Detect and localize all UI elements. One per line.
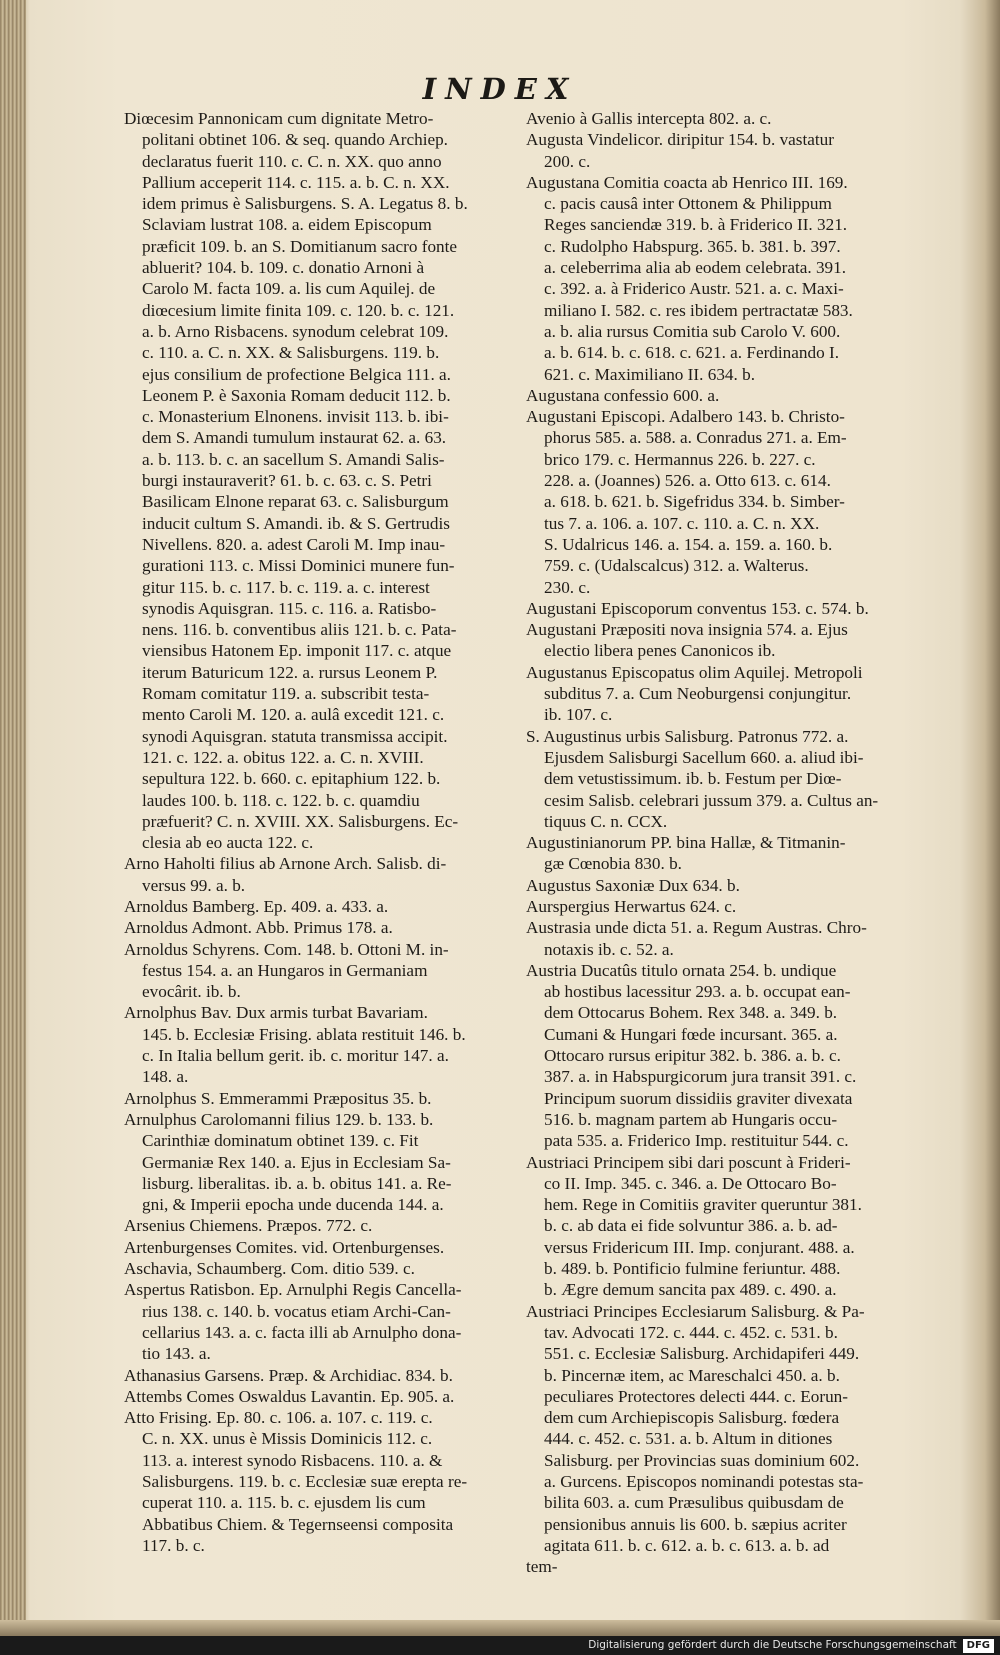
index-line: c. In Italia bellum gerit. ib. c. moritur 147. a. [142,1046,449,1066]
index-line: Arnoldus Bamberg. Ep. 409. a. 433. a. [124,896,389,916]
index-line: iterum Baturicum 122. a. rursus Leonem P. [142,662,438,682]
index-line: Abbatibus Chiem. & Tegernseensi composita [142,1514,454,1534]
index-line: rius 138. c. 140. b. vocatus etiam Archi-Can- [142,1301,451,1321]
index-line: Reges sanciendæ 319. b. à Friderico II. 321. [544,215,848,235]
index-line: Arnolphus Bav. Dux armis turbat Bavariam. [124,1003,428,1023]
index-line: a. b. 113. b. c. an sacellum S. Amandi Salis- [142,449,445,469]
index-line: præfuerit? C. n. XVIII. XX. Salisburgens. Ec- [142,811,459,831]
index-line: lisburg. liberalitas. ib. a. b. obitus 141. a. Re- [142,1173,452,1193]
index-line: 230. c. [544,577,591,597]
index-line: b. 489. b. Pontificio fulmine feriuntur. 488. [544,1259,841,1279]
index-line: dem Ottocarus Bohem. Rex 348. a. 349. b. [544,1003,838,1023]
index-line: S. Augustinus urbis Salisburg. Patronus 772. a. [526,726,849,746]
index-line: idem primus è Salisburgens. S. A. Legatus 8. b. [142,194,468,214]
index-line: tiquus C. n. CCX. [544,811,668,831]
index-line: cellarius 143. a. c. facta illi ab Arnulpho dona- [142,1322,462,1342]
index-line: c. Monasterium Elnonens. invisit 113. b. ibi- [142,407,449,427]
index-line: 759. c. (Udalscalcus) 312. a. Walterus. [544,556,809,576]
index-line: 551. c. Ecclesiæ Salisburg. Archidapiferi 449. [544,1344,860,1364]
index-line: Ottocaro rursus eripitur 382. b. 386. a. b. c. [544,1046,841,1066]
index-line: 145. b. Ecclesiæ Frising. ablata restituit 146. b. [142,1024,466,1044]
index-line: evocârit. ib. b. [142,982,241,1002]
index-line: Aurspergius Herwartus 624. c. [526,896,737,916]
index-line: 444. c. 452. c. 531. a. b. Altum in ditiones [544,1429,833,1449]
dfg-logo: DFG [963,1639,994,1653]
index-line: ejus consilium de profectione Belgica 111. a. [142,364,451,384]
index-line: Aspertus Ratisbon. Ep. Arnulphi Regis Cancella- [124,1280,462,1300]
index-line: gurationi 113. c. Missi Dominici munere fun- [142,556,455,576]
index-line: b. Pincernæ item, ac Mareschalci 450. a. b. [544,1365,840,1385]
index-line: Austria Ducatûs titulo ornata 254. b. undique [526,960,837,980]
index-line: peculiares Protectores delecti 444. c. Eorun- [544,1386,849,1406]
index-line: pata 535. a. Friderico Imp. restituitur 544. c. [544,1131,849,1151]
index-line: 228. a. (Joannes) 526. a. Otto 613. c. 614. [544,471,831,491]
index-line: 200. c. [544,151,591,171]
index-line: Leonem P. è Saxonia Romam deducit 112. b. [142,385,451,405]
index-line: Augustani Præpositi nova insignia 574. a. Ejus [526,620,848,640]
index-line: c. 392. a. à Friderico Austr. 521. a. c. Maxi- [544,279,844,299]
index-line: Diœcesim Pannonicam cum dignitate Metro- [124,109,434,128]
index-line: gitur 115. b. c. 117. b. c. 119. a. c. interest [142,577,430,597]
index-line: 621. c. Maximiliano II. 634. b. [544,364,755,384]
index-line: dem S. Amandi tumulum instaurat 62. a. 63. [142,428,447,448]
index-line: 113. a. interest synodo Risbacens. 110. a. & [142,1450,443,1470]
index-line: politani obtinet 106. & seq. quando Archiep. [142,130,448,150]
index-line: clesia ab eo aucta 122. c. [142,833,314,853]
index-line: Nivellens. 820. a. adest Caroli M. Imp inau- [142,534,446,554]
index-line: Arnolphus S. Emmerammi Præpositus 35. b. [124,1088,432,1108]
index-line: Attembs Comes Oswaldus Lavantin. Ep. 905. a. [124,1386,455,1406]
index-line: agitata 611. b. c. 612. a. b. c. 613. a. b. ad [544,1535,830,1555]
index-line: Principum suorum dissidiis graviter divexata [544,1088,853,1108]
index-line: Augustani Episcoporum conventus 153. c. 574. b. [526,598,869,618]
index-line: cuperat 110. a. 115. b. c. ejusdem lis cum [142,1493,426,1513]
index-line: mento Caroli M. 120. a. aulâ excedit 121. c. [142,705,445,725]
index-line: 117. b. c. [142,1535,205,1555]
index-line: miliano I. 582. c. res ibidem pertractatæ 583. [544,300,853,320]
index-line: ab hostibus lacessitur 293. a. b. occupat ean- [544,982,851,1002]
index-line: Athanasius Garsens. Præp. & Archidiac. 834. b. [124,1365,453,1385]
index-line: brico 179. c. Hermannus 226. b. 227. c. [544,449,816,469]
index-line: 516. b. magnam partem ab Hungaris occu- [544,1109,838,1129]
index-line: a. Gurcens. Episcopos nominandi potestas sta- [544,1472,864,1491]
index-line: Augustana Comitia coacta ab Henrico III. 169. [526,172,848,192]
index-line: hem. Rege in Comitiis graviter queruntur 381. [544,1195,862,1215]
index-line: dem vetustissimum. ib. b. Festum per Diœ- [544,769,842,789]
index-line: Germaniæ Rex 140. a. Ejus in Ecclesiam Sa- [142,1152,451,1172]
index-line: S. Udalricus 146. a. 154. a. 159. a. 160. b. [544,534,833,554]
index-line: Romam comitatur 119. a. subscribit testa- [142,684,430,704]
index-line: tem- [526,1557,558,1577]
index-line: 121. c. 122. a. obitus 122. a. C. n. XVIII. [142,747,424,767]
index-line: b. Ægre demum sancita pax 489. c. 490. a. [544,1280,837,1300]
index-line: Ejusdem Salisburgi Sacellum 660. a. aliud ibi- [544,747,864,767]
index-line: 387. a. in Habspurgicorum jura transit 391. c. [544,1067,857,1087]
index-line: Basilicam Elnone reparat 63. c. Salisburgum [142,492,449,512]
index-line: gni, & Imperii epocha unde ducenda 144. a. [142,1195,444,1215]
index-line: Atto Frising. Ep. 80. c. 106. a. 107. c. 119. c. [124,1408,433,1428]
index-line: Arnoldus Schyrens. Com. 148. b. Ottoni M. in- [124,939,449,959]
index-line: phorus 585. a. 588. a. Conradus 271. a. Em- [544,428,847,448]
index-line: Pallium acceperit 114. c. 115. a. b. C. n. XX. [142,172,450,192]
index-line: subditus 7. a. Cum Neoburgensi conjungitur. [544,684,852,704]
index-line: Salisburgens. 119. b. c. Ecclesiæ suæ erepta re- [142,1472,468,1491]
index-line: a. celeberrima alia ab eodem celebrata. 391. [544,258,847,278]
left-column [124,108,512,1556]
index-line: Austrasia unde dicta 51. a. Regum Austras. Chro- [526,918,867,938]
index-line: pensionibus annuis lis 600. b. sæpius acriter [544,1514,847,1534]
index-line: versus Fridericum III. Imp. conjurant. 488. a. [544,1237,855,1257]
index-line: 148. a. [142,1067,189,1087]
right-column [526,108,900,1577]
index-line: Austriaci Principes Ecclesiarum Salisburg. & Pa- [526,1301,865,1321]
index-line: sepultura 122. b. 660. c. epitaphium 122. b. [142,769,441,789]
index-line: C. n. XX. unus è Missis Dominicis 112. c. [142,1429,433,1449]
index-line: c. pacis causâ inter Ottonem & Philippum [544,194,832,214]
index-line: versus 99. a. b. [142,875,246,895]
index-line: a. b. alia rursus Comitia sub Carolo V. 600. [544,321,841,341]
page-edge [0,0,26,1636]
index-line: laudes 100. b. 118. c. 122. b. c. quamdiu [142,790,420,810]
index-line: Augustus Saxoniæ Dux 634. b. [526,875,740,895]
index-line: ib. 107. c. [544,705,613,725]
index-line: Augustanus Episcopatus olim Aquilej. Metropoli [526,662,863,682]
index-line: Augustani Episcopi. Adalbero 143. b. Christo- [526,407,845,427]
index-line: nens. 116. b. conventibus aliis 121. b. c. Pata- [142,620,457,640]
index-line: Cumani & Hungari fœde incursant. 365. a. [544,1024,838,1044]
index-line: inducit cultum S. Amandi. ib. & S. Gertrudis [142,513,450,533]
index-line: tio 143. a. [142,1344,211,1364]
index-line: c. Rudolpho Habspurg. 365. b. 381. b. 397. [544,236,841,256]
index-line: festus 154. a. an Hungaros in Germaniam [142,960,428,980]
page-edge-bottom [0,1620,1000,1636]
index-line: viensibus Hatonem Ep. imponit 117. c. atque [142,641,452,661]
index-line: c. 110. a. C. n. XX. & Salisburgens. 119. b. [142,343,440,363]
index-line: synodi Aquisgran. statuta transmissa accipit. [142,726,448,746]
index-line: Avenio à Gallis intercepta 802. a. c. [526,109,772,128]
page-heading: INDEX [422,72,578,106]
index-line: bilita 603. a. cum Præsulibus quibusdam de [544,1493,844,1513]
index-line: cesim Salisb. celebrari jussum 379. a. Cultus an- [544,790,879,810]
index-line: Carinthiæ dominatum obtinet 139. c. Fit [142,1131,419,1151]
index-line: a. b. 614. b. c. 618. c. 621. a. Ferdinando I. [544,343,839,363]
index-line: Arsenius Chiemens. Præpos. 772. c. [124,1216,373,1236]
index-line: declaratus fuerit 110. c. C. n. XX. quo anno [142,151,442,171]
index-line: tus 7. a. 106. a. 107. c. 110. a. C. n. XX. [544,513,820,533]
footer-bar [0,1636,1000,1655]
index-line: tav. Advocati 172. c. 444. c. 452. c. 531. b. [544,1322,838,1342]
index-line: b. c. ab data ei fide solvuntur 386. a. b. ad- [544,1216,838,1236]
index-line: burgi instauraverit? 61. b. c. 63. c. S. Petri [142,471,432,491]
index-line: electio libera penes Canonicos ib. [544,641,776,661]
index-line: co II. Imp. 345. c. 346. a. De Ottocaro Bo- [544,1173,837,1193]
index-line: diœcesium limite finita 109. c. 120. b. c. 121. [142,300,455,320]
index-line: Artenburgenses Comites. vid. Ortenburgenses. [124,1237,445,1257]
index-line: præficit 109. b. an S. Domitianum sacro fonte [142,236,458,256]
index-line: a. b. Arno Risbacens. synodum celebrat 109. [142,321,449,341]
index-line: Arnulphus Carolomanni filius 129. b. 133. b. [124,1109,434,1129]
footer-text: Digitalisierung gefördert durch die Deutsche Forschungsgemeinschaft [588,1639,957,1651]
index-line: Arnoldus Admont. Abb. Primus 178. a. [124,918,393,938]
index-line: Augustinianorum PP. bina Hallæ, & Titmanin- [526,833,846,853]
index-line: gæ Cœnobia 830. b. [544,854,682,874]
index-line: Arno Haholti filius ab Arnone Arch. Salisb. di- [124,854,447,874]
index-line: Austriaci Principem sibi dari poscunt à Frideri- [526,1152,851,1172]
index-line: notaxis ib. c. 52. a. [544,939,674,959]
index-line: Augustana confessio 600. a. [526,385,720,405]
index-line: abluerit? 104. b. 109. c. donatio Arnoni à [142,258,425,278]
index-line: synodis Aquisgran. 115. c. 116. a. Ratisbo- [142,598,437,618]
index-line: Sclaviam lustrat 108. a. eidem Episcopum [142,215,432,235]
index-line: Augusta Vindelicor. diripitur 154. b. vastatur [526,130,834,150]
index-line: dem cum Archiepiscopis Salisburg. fœdera [544,1408,840,1428]
index-line: Salisburg. per Provincias suas dominium 602. [544,1450,860,1470]
index-line: Aschavia, Schaumberg. Com. ditio 539. c. [124,1259,415,1279]
index-line: Carolo M. facta 109. a. lis cum Aquilej. de [142,279,436,299]
index-line: a. 618. b. 621. b. Sigefridus 334. b. Simber- [544,492,845,512]
